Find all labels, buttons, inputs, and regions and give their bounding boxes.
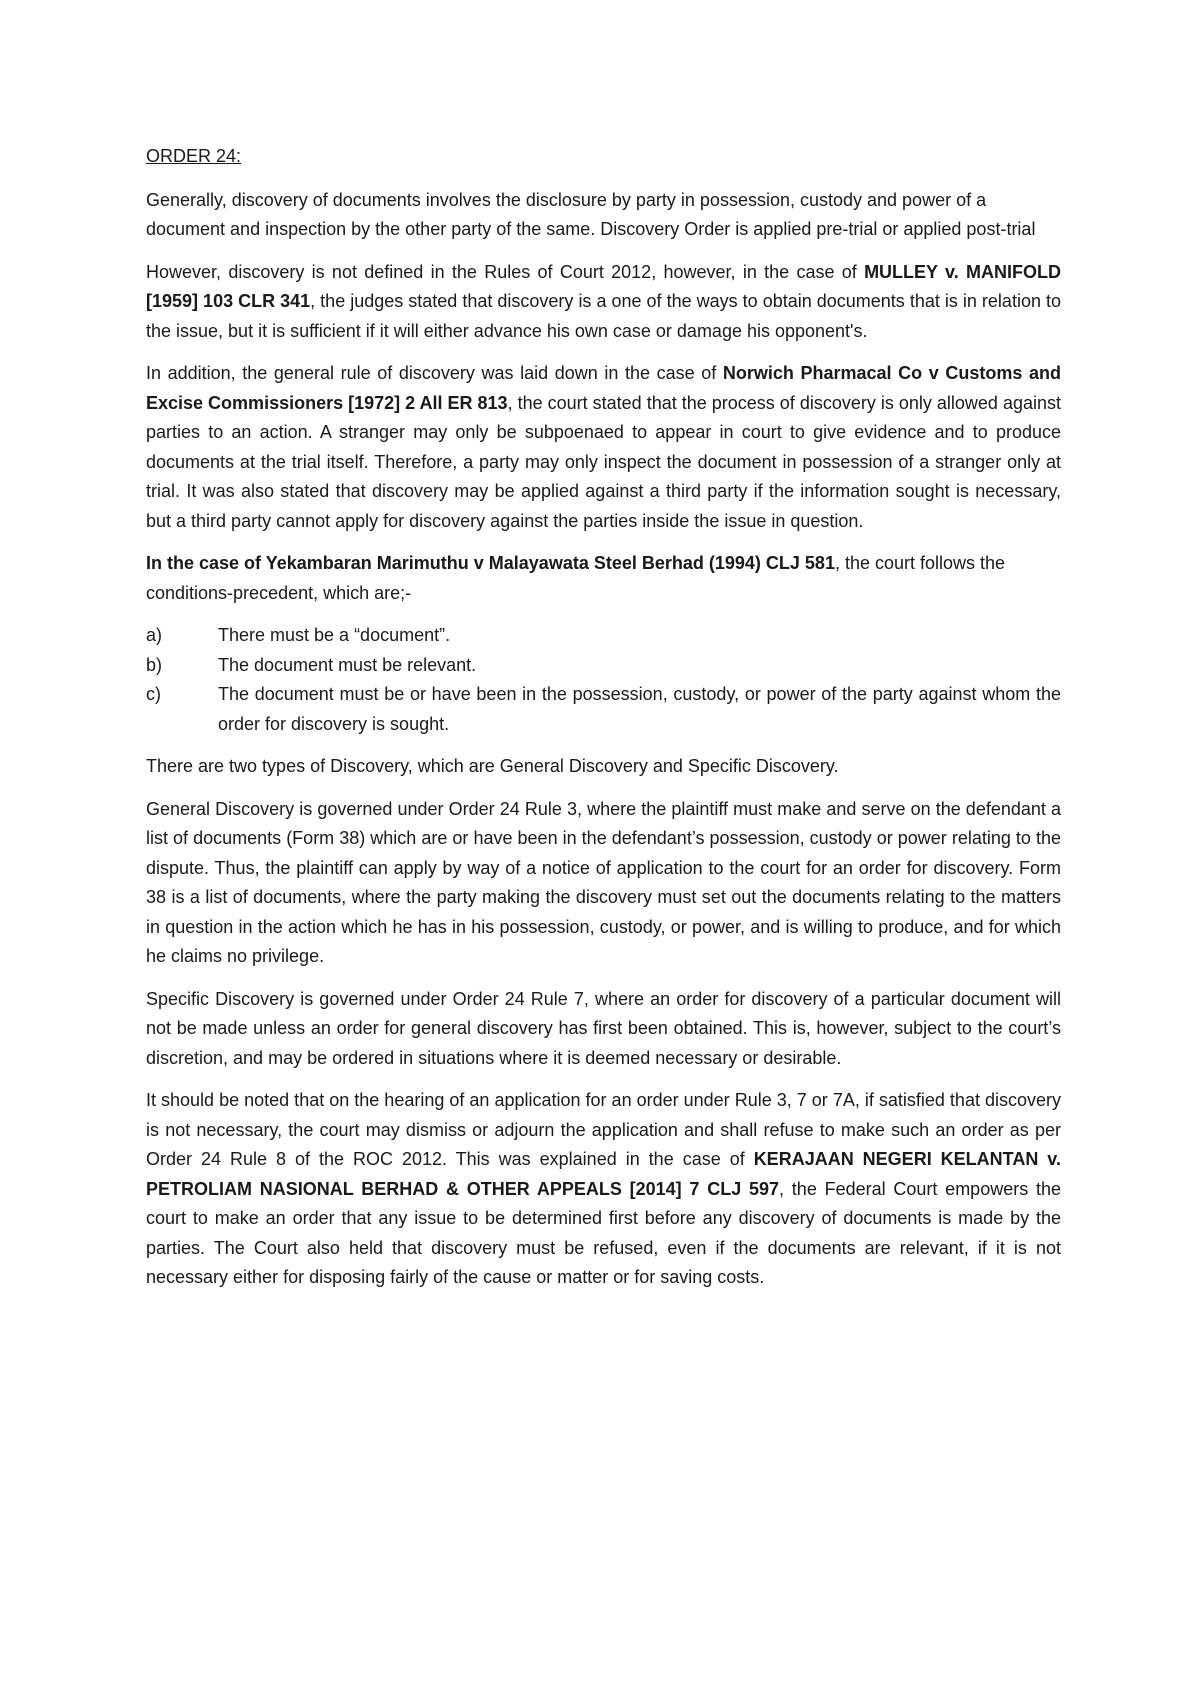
text-segment: However, discovery is not defined in the Rules of Court 2012, however, in the case of (146, 261, 865, 282)
text-segment: , the court follows the conditions-precedent, which are;- (146, 553, 1006, 603)
paragraph-specific-discovery: Specific Discovery is governed under Order 24 Rule 7, where an order for discovery of a particular document will not be made unless an order for general discovery has first been obtained. This is, however, subject to the court’s discretion, and may be ordered in situations where it is deemed necessary or desirable. (146, 988, 1061, 1068)
paragraph-kelantan (146, 1086, 1061, 1293)
case-citation-mulley: MULLEY v. MANIFOLD [1959] 103 CLR 341 (146, 261, 1061, 311)
case-citation-kelantan: KERAJAAN NEGERI KELANTAN v. PETROLIAM NASIONAL BERHAD & OTHER APPEALS [2014] 7 CLJ 597 (146, 1149, 1061, 1199)
list-item (146, 621, 1061, 651)
text-segment: It should be noted that on the hearing of an application for an order under Rule 3, 7 or 7A, if satisfied that discovery is not necessary, the court may dismiss or adjourn the application and shall refuse to make such an order as per Order 24 Rule 8 of the ROC 2012. This was explained in the case of (146, 1090, 1061, 1169)
list-item-text: There must be a “document”. (218, 625, 451, 645)
text-segment: In addition, the general rule of discovery was laid down in the case of (146, 363, 723, 383)
list-item (146, 651, 1061, 681)
list-marker: b) (146, 654, 163, 675)
page-heading: ORDER 24: (146, 146, 242, 166)
list-marker: c) (146, 684, 161, 704)
paragraph-mulley (146, 258, 1061, 347)
paragraph-general-discovery: General Discovery is governed under Order 24 Rule 3, where the plaintiff must make and serve on the defendant a list of documents (Form 38) which are or have been in the defendant’s possession, custody or power relating to the dispute. Thus, the plaintiff can apply by way of a notice of application to the court for an order for discovery. Form 38 is a list of documents, where the party making the discovery must set out the documents relating to the matters in question in the action which he has in his possession, custody, or power, and is willing to produce, and for which he claims no privilege. (146, 798, 1061, 966)
conditions-list (146, 621, 1061, 739)
case-citation-norwich: Norwich Pharmacal Co v Customs and Excise Commissioners [1972] 2 All ER 813 (146, 363, 1061, 413)
paragraph-yekambaran (146, 549, 1061, 608)
case-citation-yekambaran: In the case of Yekambaran Marimuthu v Malayawata Steel Berhad (1994) CLJ 581 (146, 553, 835, 573)
paragraph-intro: Generally, discovery of documents involves the disclosure by party in possession, custody and power of a document and inspection by the other party of the same. Discovery Order is applied pre-trial or applied post-trial (146, 189, 1036, 239)
document-page (146, 142, 1061, 1306)
list-item-text: The document must be relevant. (218, 654, 477, 675)
text-segment: , the court stated that the process of discovery is only allowed against parties to an action. A stranger may only be subpoenaed to appear in court to give evidence and to produce documents at the trial itself. Therefore, a party may only inspect the document in possession of a stranger only at trial. It was also stated that discovery may be applied against a third party if the information sought is necessary, but a third party cannot apply for discovery against the parties inside the issue in question. (146, 392, 1061, 531)
text-segment: , the Federal Court empowers the court to make an order that any issue to be determined first before any discovery of documents is made by the parties. The Court also held that discovery must be refused, even if the documents are relevant, if it is not necessary either for disposing fairly of the cause or matter or for saving costs. (146, 1178, 1061, 1287)
paragraph-types: There are two types of Discovery, which are General Discovery and Specific Discovery. (146, 756, 839, 776)
list-item (146, 680, 1061, 739)
list-marker: a) (146, 625, 163, 645)
paragraph-norwich (146, 359, 1061, 536)
list-item-text: The document must be or have been in the possession, custody, or power of the party against whom the order for discovery is sought. (218, 684, 1061, 734)
text-segment: , the judges stated that discovery is a one of the ways to obtain documents that is in relation to the issue, but it is sufficient if it will either advance his own case or damage his opponent's. (146, 291, 1061, 341)
